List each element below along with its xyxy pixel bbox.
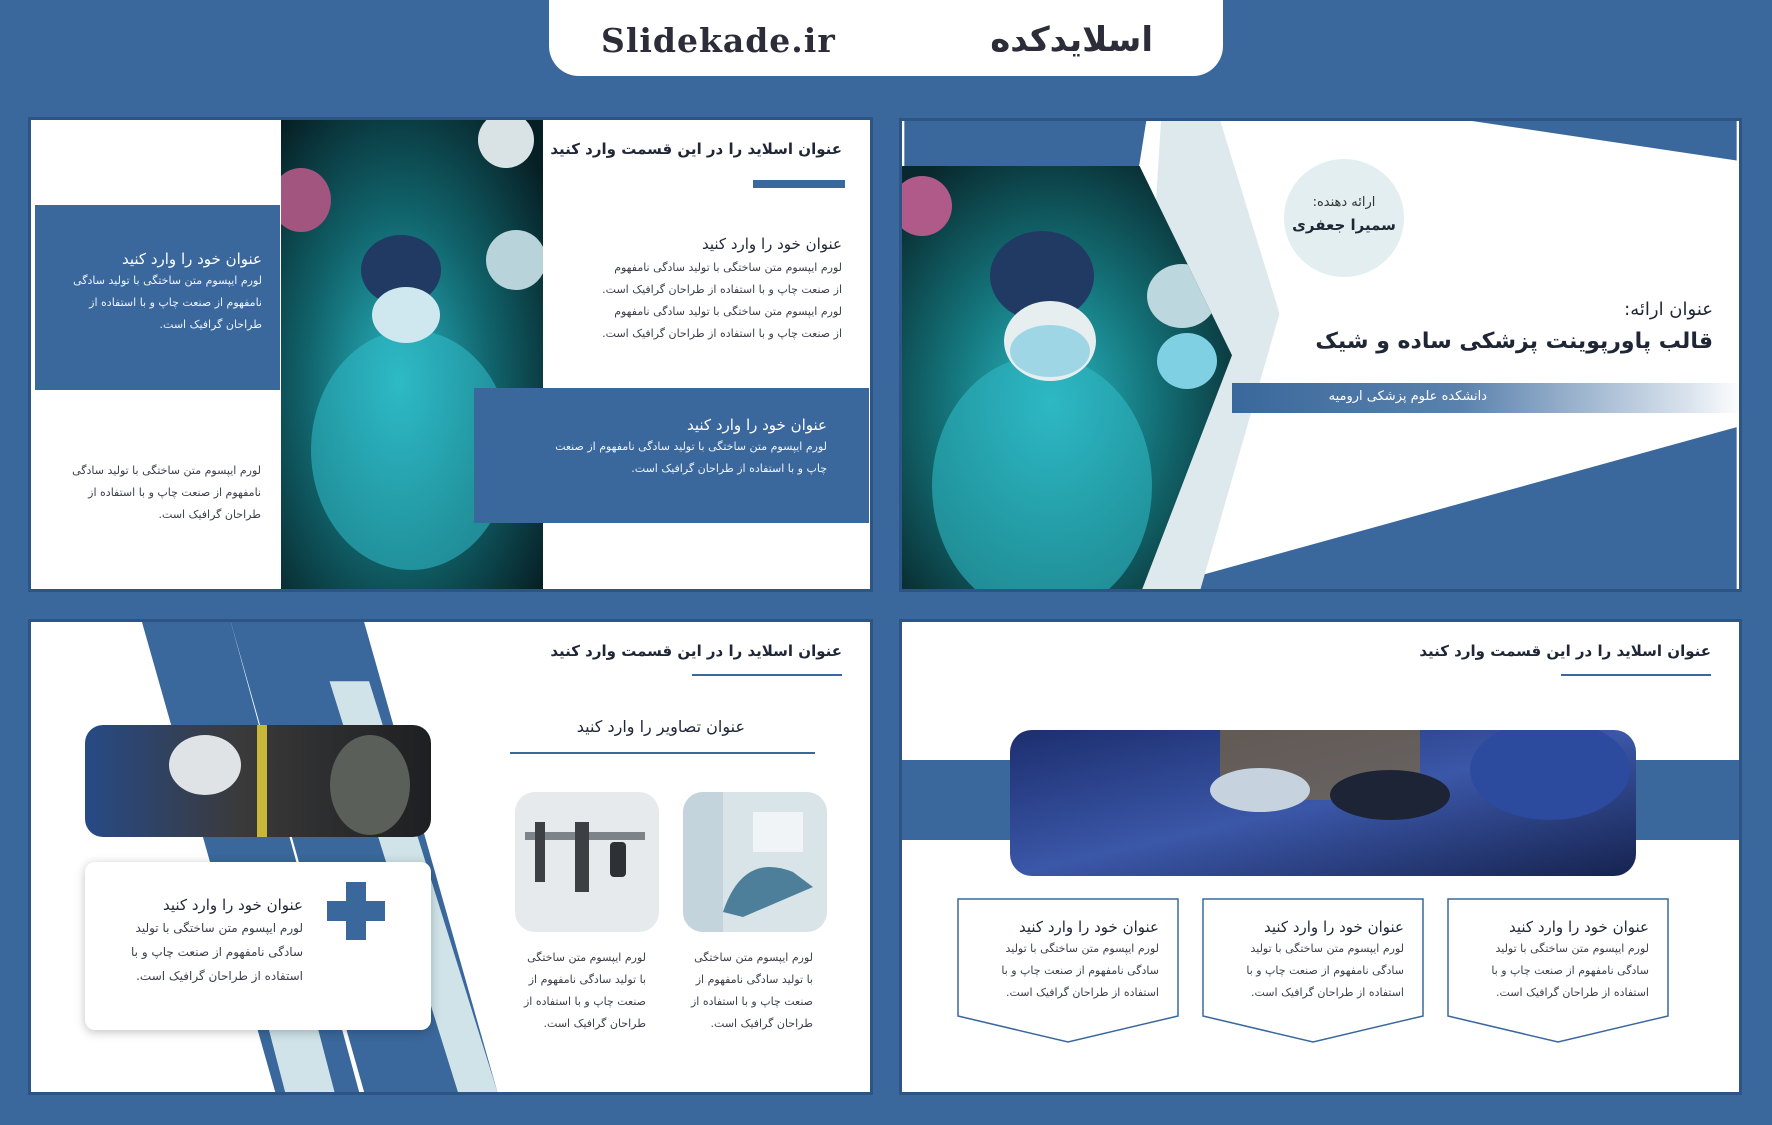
presenter-circle [1284,159,1404,277]
block-line: نامفهوم از صنعت چاپ و با استفاده از [88,486,261,499]
block-line: لورم ایپسوم متن ساختگی با تولید سادگی [72,464,261,477]
card-line: لورم ایپسوم متن ساختگی با تولید [135,921,303,935]
card-line: سادگی نامفهوم از صنعت چاپ و با [1001,964,1159,977]
caption-line: صنعت چاپ و با استفاده از [523,995,646,1008]
caption-line: لورم ایپسوم متن ساختگی [694,951,813,964]
medical-cross-icon [327,882,385,940]
card-line: لورم ایپسوم متن ساختگی با تولید [1005,942,1159,955]
card [1447,898,1669,1043]
caption-line: طراحان گرافیک است. [710,1017,813,1030]
caption-line: لورم ایپسوم متن ساختگی [527,951,646,964]
presenter-label: ارائه دهنده: [1312,195,1376,210]
caption-left [516,947,646,1035]
card-line: سادگی نامفهوم از صنعت چاپ و با [1491,964,1649,977]
card-text [969,918,1159,1004]
card-line: لورم ایپسوم متن ساختگی با تولید [1250,942,1404,955]
block-line: لورم ایپسوم متن ساختگی با تولید سادگی نامفهوم [614,261,842,274]
card-line: سادگی نامفهوم از صنعت چاپ و با [131,945,303,959]
banner-photo [85,725,431,837]
block-line: لورم ایپسوم متن ساختگی با تولید سادگی نامفهوم [614,305,842,318]
caption-right [683,947,813,1035]
caption-line: با تولید سادگی نامفهوم از [695,973,813,986]
title-underline [692,674,842,676]
slide-title: عنوان اسلاید را در این قسمت وارد کنید [550,642,842,660]
slide-cover[interactable] [899,118,1742,592]
cards-row [902,622,1739,1092]
card [1202,898,1424,1043]
text-block-bottom-left [51,460,261,526]
card-heading: عنوان خود را وارد کنید [1019,918,1159,936]
title-underline [753,180,845,188]
block-line: از صنعت چاپ و با استفاده از طراحان گرافیک است. [602,327,842,340]
gallery-underline [510,752,815,754]
card-text [1214,918,1404,1004]
caption-line: با تولید سادگی نامفهوم از [528,973,646,986]
dental-chair-photo [683,792,827,932]
block-line: نامفهوم از صنعت چاپ و با استفاده از [89,296,262,309]
card-heading: عنوان خود را وارد کنید [1264,918,1404,936]
block-line: طراحان گرافیک است. [159,318,262,331]
slide-three-cards[interactable] [899,619,1742,1095]
card-line: استفاده از طراحان گرافیک است. [1251,986,1404,999]
slide-gallery[interactable] [28,619,873,1095]
block-heading: عنوان خود را وارد کنید [687,416,827,434]
brand-name: اسلایدکده [990,20,1153,60]
card-text [93,896,303,988]
slide-content-two[interactable] [28,117,873,592]
block-line: لورم ایپسوم متن ساختگی با تولید سادگی [73,274,262,287]
topic-label: عنوان ارائه: [1624,299,1713,320]
topic-title: قالب پاورپوینت پزشکی ساده و شیک [1315,329,1713,354]
caption-line: صنعت چاپ و با استفاده از [690,995,813,1008]
card-line: استفاده از طراحان گرافیک است. [136,969,303,983]
card-line: سادگی نامفهوم از صنعت چاپ و با [1246,964,1404,977]
block-line: طراحان گرافیک است. [158,508,261,521]
site-url[interactable]: Slidekade.ir [601,20,836,60]
card-line: لورم ایپسوم متن ساختگی با تولید [1495,942,1649,955]
card-line: استفاده از طراحان گرافیک است. [1006,986,1159,999]
university-name: دانشکده علوم پزشکی ارومیه [1328,389,1487,404]
card-line: استفاده از طراحان گرافیک است. [1496,986,1649,999]
presenter-name: سمیرا جعفری [1292,216,1396,234]
block-heading: عنوان خود را وارد کنید [122,250,262,268]
block-line: از صنعت چاپ و با استفاده از طراحان گرافیک است. [602,283,842,296]
caption-line: طراحان گرافیک است. [543,1017,646,1030]
blue-text-block-left [35,205,280,390]
blue-text-block-right [474,388,869,523]
card-heading: عنوان خود را وارد کنید [163,896,303,914]
gallery-title: عنوان تصاویر را وارد کنید [576,717,745,736]
header-banner [549,0,1223,76]
card [957,898,1179,1043]
equipment-photo [515,792,659,932]
block-heading: عنوان خود را وارد کنید [702,235,842,253]
block-line: لورم ایپسوم متن ساختگی با تولید سادگی نامفهوم از صنعت [555,440,827,453]
text-block-right [552,235,842,345]
card-text [1459,918,1649,1004]
university-band [1232,383,1742,413]
card-heading: عنوان خود را وارد کنید [1509,918,1649,936]
slide-title: عنوان اسلاید را در این قسمت وارد کنید [1419,642,1711,660]
slide-title: عنوان اسلاید را در این قسمت وارد کنید [550,140,842,158]
info-card [85,862,431,1030]
block-line: چاپ و با استفاده از طراحان گرافیک است. [631,462,827,475]
